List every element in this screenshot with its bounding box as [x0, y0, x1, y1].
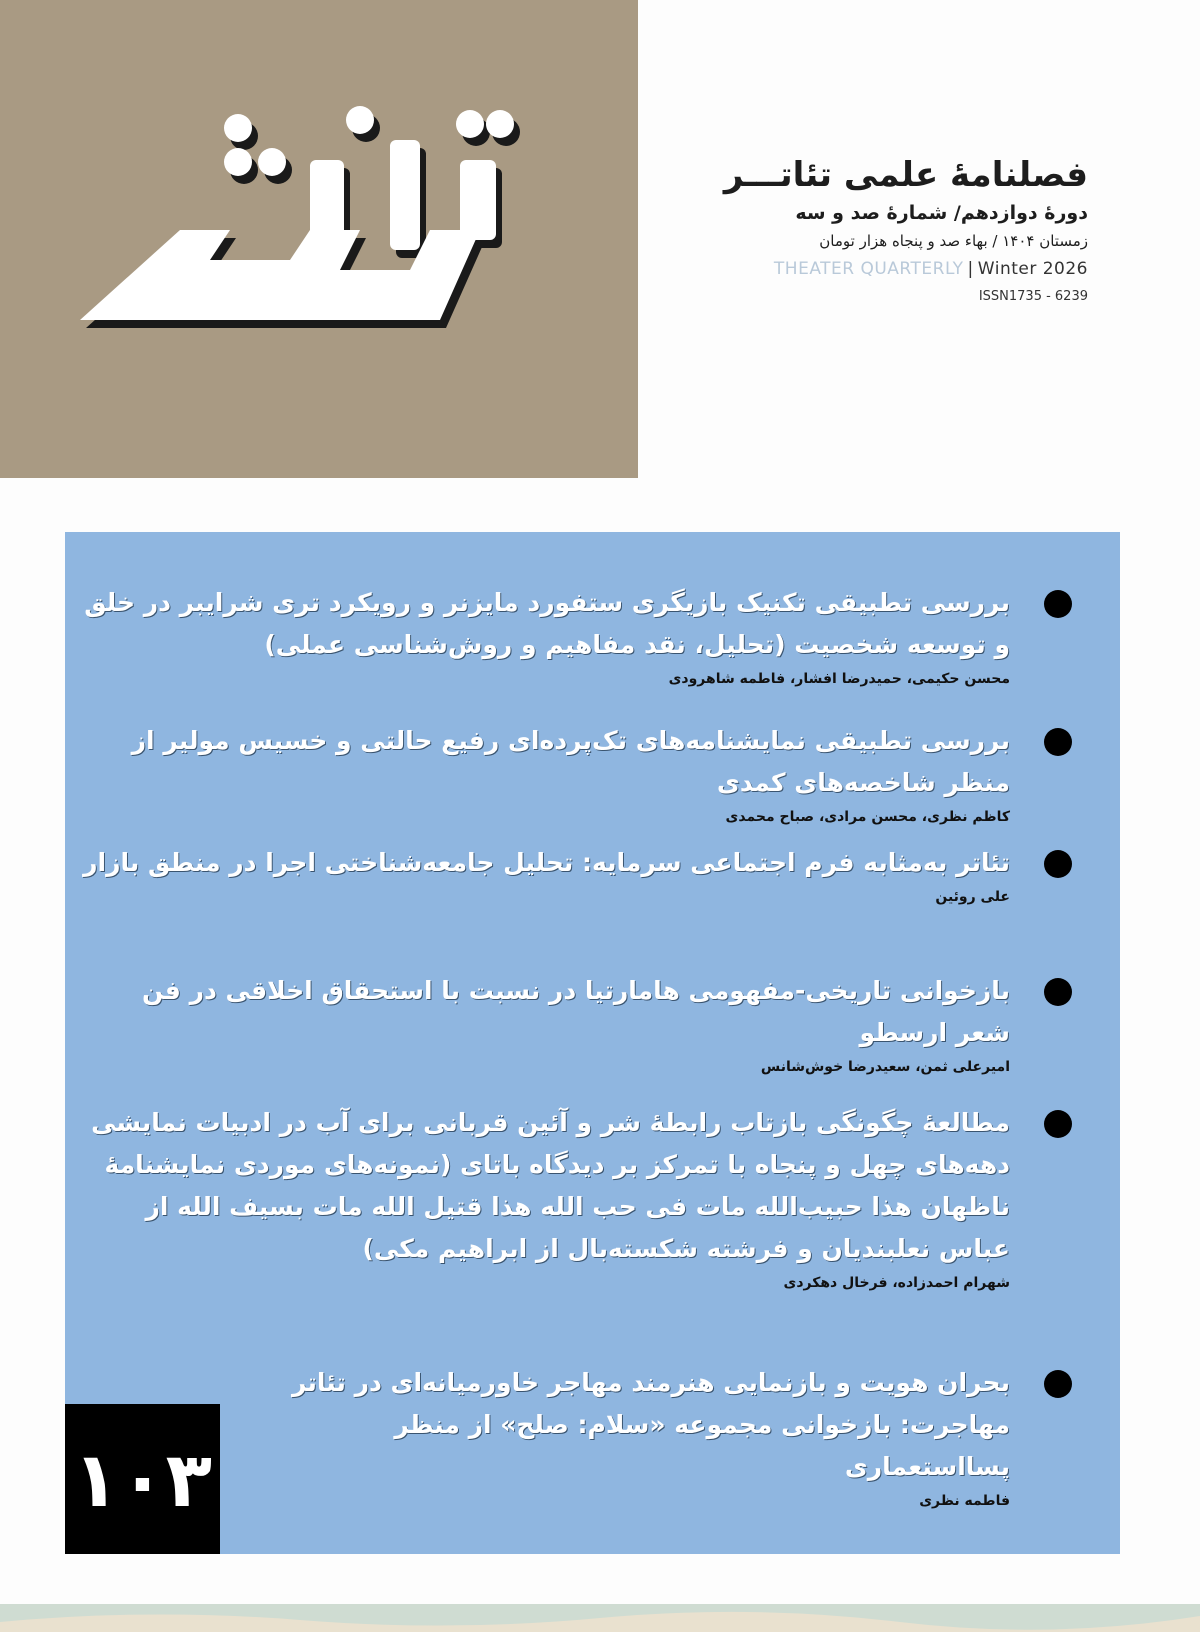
english-name: THEATER QUARTERLY	[773, 259, 964, 279]
article-authors: شهرام احمدزاده، فرخال دهکردی	[783, 1275, 1010, 1291]
table-of-contents-panel	[65, 532, 1120, 1554]
article-title: مطالعهٔ چگونگی بازتاب رابطهٔ شر و آئین قربانی برای آب در ادبیات نمایشی دهه‌های چهل و پنجاه با تمرکز بر دیدگاه باتای (نمونه‌های موردی نمایشنامهٔ ناظهان هذا حبیب‌الله مات فی حب الله هذا قتیل الله مات بسیف الله از عباس نعلبندیان و فرشته شکسته‌بال از ابراهیم مکی)	[91, 1108, 1010, 1263]
article-title: تئاتر به‌مثابه فرم اجتماعی سرمایه: تحلیل جامعه‌شناختی اجرا در منطق بازار	[83, 848, 1010, 877]
article-authors: علی روئین	[935, 889, 1010, 905]
article-authors: فاطمه نظری	[919, 1493, 1010, 1509]
english-masthead	[668, 254, 1088, 284]
article-item	[80, 720, 1090, 842]
bullet-icon	[1044, 978, 1072, 1006]
masthead	[668, 152, 1088, 310]
wave-pattern-icon	[0, 1604, 1200, 1632]
article-item	[80, 842, 1090, 970]
english-season: Winter 2026	[977, 259, 1088, 279]
article-item	[80, 1362, 1090, 1509]
bullet-icon	[1044, 850, 1072, 878]
article-item	[80, 582, 1090, 720]
issue-number-badge: ۱۰۳	[65, 1404, 220, 1554]
article-item	[80, 970, 1090, 1102]
bullet-icon	[1044, 1370, 1072, 1398]
article-authors: محسن حکیمی، حمیدرضا افشار، فاطمه شاهرودی	[668, 671, 1010, 687]
logo-block	[0, 0, 638, 478]
bullet-icon	[1044, 728, 1072, 756]
english-separator: |	[967, 259, 974, 279]
article-item	[80, 1102, 1090, 1362]
magazine-logo-icon	[60, 100, 560, 360]
article-authors: کاظم نظری، محسن مرادی، صباح محمدی	[725, 809, 1010, 825]
article-title: بررسی تطبیقی تکنیک بازیگری ستفورد مایزنر و رویکرد تری شرایبر در خلق و توسعه شخصیت (تحلیل، نقد مفاهیم و روش‌شناسی عملی)	[84, 588, 1010, 659]
volume-issue-line: دورهٔ دوازدهم/ شمارهٔ صد و سه	[795, 202, 1088, 224]
bullet-icon	[1044, 590, 1072, 618]
article-title: بحران هویت و بازنمایی هنرمند مهاجر خاورمیانه‌ای در تئاتر مهاجرت: بازخوانی مجموعه «سلام: صلح» از منظر پسااستعماری	[291, 1368, 1010, 1481]
bullet-icon	[1044, 1110, 1072, 1138]
season-price-line: زمستان ۱۴۰۴ / بهاء صد و پنجاه هزار تومان	[819, 232, 1088, 250]
article-title: بررسی تطبیقی نمایشنامه‌های تک‌پرده‌ای رفیع حالتی و خسیس مولیر از منظر شاخصه‌های کمدی	[131, 726, 1010, 797]
article-title: بازخوانی تاریخی-مفهومی هامارتیا در نسبت با استحقاق اخلاقی در فن شعر ارسطو	[142, 976, 1010, 1047]
bottom-decorative-strip	[0, 1604, 1200, 1632]
journal-title: فصلنامهٔ علمی تئاتـــر	[723, 155, 1088, 195]
article-authors: امیرعلی ثمن، سعیدرضا خوش‌شانس	[760, 1059, 1010, 1075]
issn: ISSN1735 - 6239	[978, 289, 1088, 304]
article-list	[80, 582, 1090, 1509]
